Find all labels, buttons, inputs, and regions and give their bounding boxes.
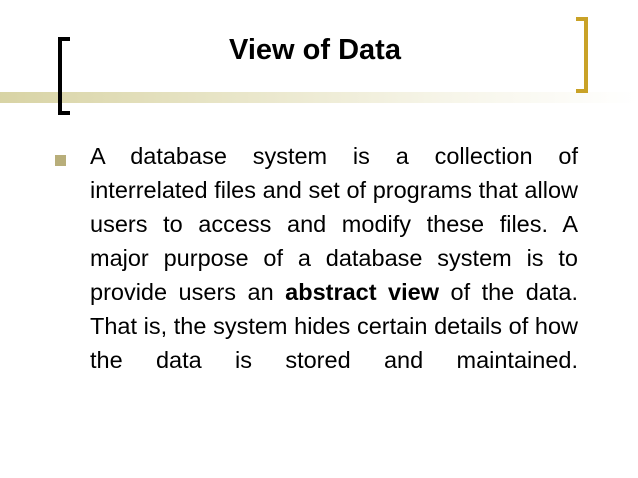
- bullet-text: [90, 139, 578, 377]
- body-text-part-2: of the data. That is, the system hides certain details of how the data is stored and maintained.: [90, 279, 579, 373]
- left-bracket-decoration: [58, 37, 70, 115]
- right-bracket-decoration: [576, 17, 588, 93]
- title-decoration-band: [0, 92, 638, 103]
- body-text-part-1: A database system is a collection of interrelated files and set of programs that allow users to access and modify these files. A major purpose of a database system is to provide users an: [90, 143, 578, 305]
- square-bullet-icon: [55, 155, 66, 166]
- slide-title: View of Data: [229, 34, 401, 66]
- emphasis-abstract-view: abstract view: [285, 279, 440, 305]
